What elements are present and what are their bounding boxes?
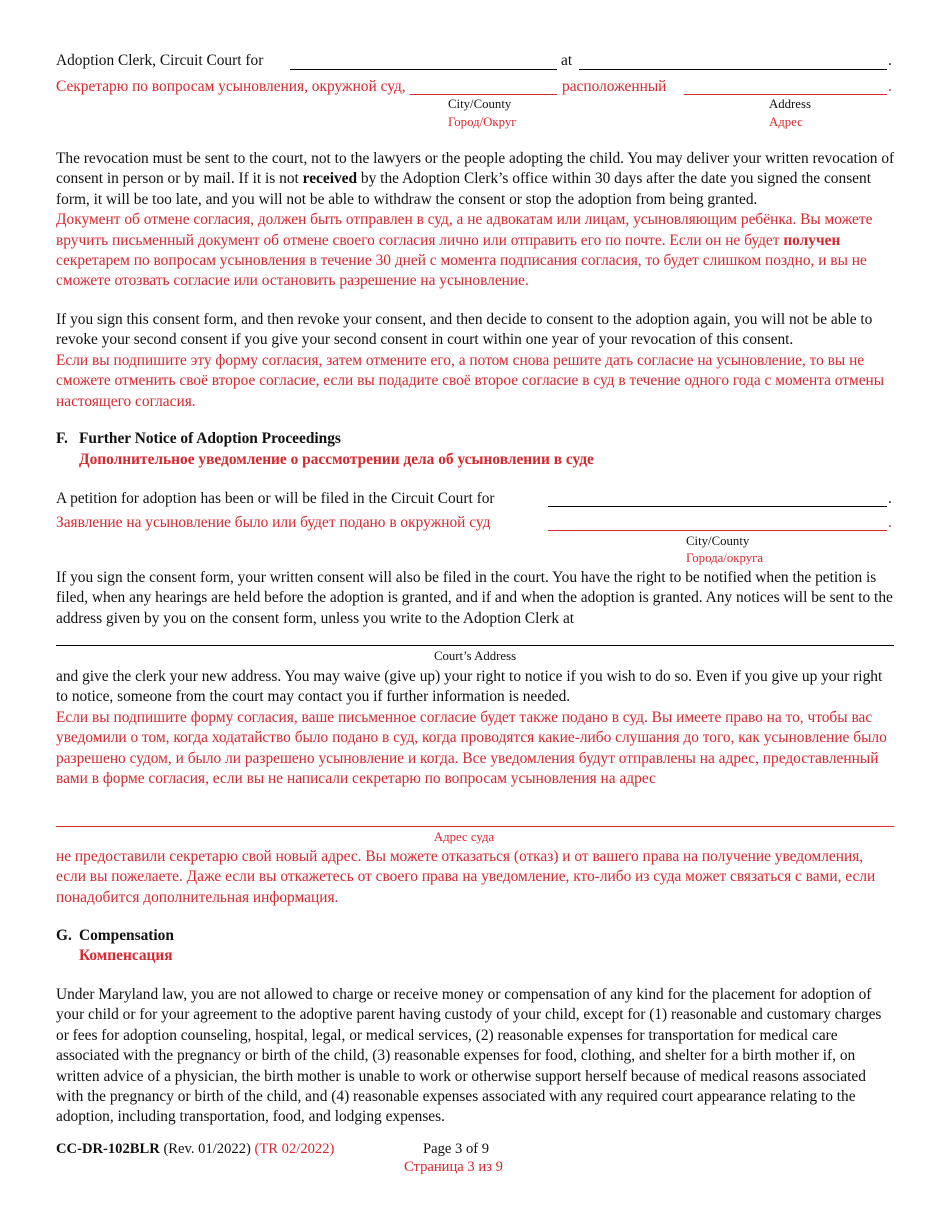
form-id: CC-DR-102BLR bbox=[56, 1141, 160, 1157]
courts-address-caption-ru: Адрес суда bbox=[433, 830, 495, 844]
petition-label-ru: Заявление на усыновление было или будет подано в окружной суд bbox=[56, 514, 491, 531]
compensation-paragraph: Under Maryland law, you are not allowed to charge or receive money or compensation of any kind for the placement for adoption of your child or for your agreement to the adoptive parent having custody of your child, except for (1) reasonable and customary charges or fees for adoption counseling, hospital, legal, or medical services, (2) reasonable expenses for transportation for medical care associated with the pregnancy or birth of the child, (3) reasonable expenses for food, clothing, and shelter for a birth mother if, on written advice of a physician, the birth mother is unable to work or otherwise support herself because of medical reasons associated with the pregnancy or birth of the child, and (4) reasonable expenses associated with any required court appearance relating to the adoption, including transportation, food, and lodging expenses. bbox=[56, 986, 882, 1126]
second-consent-paragraph bbox=[56, 310, 896, 412]
city-county-field-ru[interactable] bbox=[410, 94, 557, 95]
second-consent-en: If you sign this consent form, and then revoke your consent, and then decide to consent to the adoption again, you will not be able to revoke your second consent if you give your second consent in court within one year of your revocation of this consent. bbox=[56, 311, 873, 349]
clerk-label-en: Adoption Clerk, Circuit Court for bbox=[56, 52, 264, 69]
section-f-title-ru: Дополнительное уведомление о рассмотрении дела об усыновлении в суде bbox=[79, 451, 594, 468]
section-g-title: Compensation bbox=[79, 927, 174, 944]
period-ru: . bbox=[888, 514, 892, 531]
form-translation-revision: (TR 02/2022) bbox=[254, 1141, 335, 1157]
period: . bbox=[888, 52, 892, 69]
courts-address-field[interactable] bbox=[56, 645, 894, 646]
revocation-en: The revocation must be sent to the court, not to the lawyers or the people adopting the child. You may deliver your written revocation of consent in person or by mail. If it is not received by the Adoption Clerk’s office within 30 days after the date you signed the consent form, it will be too late, and you will not be able to withdraw the consent or stop the adoption from being granted. bbox=[56, 150, 895, 208]
notice-paragraph-en: If you sign the consent form, your written consent will also be filed in the court. You have the right to be notified when the petition is filed, when any hearings are held before the adoption is granted, and if and when the adoption is granted. Any notices will be sent to the address given by you on the consent form, unless you write to the Adoption Clerk at bbox=[56, 569, 893, 627]
section-g-title-ru: Компенсация bbox=[79, 947, 173, 964]
address-caption-ru: Адрес bbox=[769, 115, 803, 129]
address-caption: Address bbox=[769, 97, 811, 111]
courts-address-caption: Court’s Address bbox=[433, 649, 517, 663]
page-number-ru: Страница 3 из 9 bbox=[404, 1159, 503, 1175]
at-label: at bbox=[561, 52, 573, 69]
petition-city-county-caption-ru: Города/округа bbox=[686, 551, 764, 565]
second-consent-ru: Если вы подпишите эту форму согласия, затем отмените его, а потом снова решите дать согласие на усыновление, то вы не сможете отменить своё второе согласие, если вы подадите своё второе согласие в суд в течение одного года с момента отмены настоящего согласия. bbox=[56, 351, 885, 410]
city-county-field[interactable] bbox=[290, 69, 557, 70]
footer-form-id-line bbox=[56, 1141, 334, 1158]
courts-address-field-ru[interactable] bbox=[56, 826, 894, 827]
revocation-ru: Документ об отмене согласия, должен быть отправлен в суд, а не адвокатам или лицам, усыновляющим ребёнка. Вы можете вручить письменный документ об отмене своего согласия лично или отправить его по почте. Если он не будет получен секретарем по вопросам усыновления в течение 30 дней с момента подписания согласия, то будет слишком поздно, и вы не сможете отозвать согласие или остановить разрешение на усыновление. bbox=[56, 211, 873, 290]
period: . bbox=[888, 490, 892, 507]
revocation-paragraph bbox=[56, 149, 896, 292]
section-f-title: Further Notice of Adoption Proceedings bbox=[79, 430, 341, 447]
address-field-ru[interactable] bbox=[684, 94, 887, 95]
located-label-ru: расположенный bbox=[562, 78, 667, 95]
city-county-caption: City/County bbox=[448, 97, 512, 111]
page-number: Page 3 of 9 bbox=[423, 1141, 490, 1157]
notice-paragraph-ru: Если вы подпишите форму согласия, ваше письменное согласие будет также подано в суд. Вы имеете право на то, чтобы вас уведомили о том, когда ходатайство было подано в суд, когда проводятся какие-либо слушания до того, как усыновление было разрешено судом, и было ли разрешено усыновление и когда. Все уведомления будут отправлены на адрес, предоставленный вами в форме согласия, если вы не написали секретарю по вопросам усыновления на адрес bbox=[56, 709, 887, 788]
petition-city-county-caption: City/County bbox=[686, 534, 750, 548]
city-county-caption-ru: Город/Округ bbox=[448, 115, 517, 129]
waive-paragraph-en: and give the clerk your new address. You may waive (give up) your right to notice if you wish to do so. Even if you give up your right to notice, someone from the court may contact you if further information is needed. bbox=[56, 668, 883, 706]
section-g-letter: G. bbox=[56, 927, 72, 944]
section-f-letter: F. bbox=[56, 430, 68, 447]
clerk-label-ru: Секретарю по вопросам усыновления, окружной суд, bbox=[56, 78, 406, 95]
form-revision: (Rev. 01/2022) bbox=[163, 1141, 251, 1157]
address-field[interactable] bbox=[579, 69, 887, 70]
petition-label-en: A petition for adoption has been or will be filed in the Circuit Court for bbox=[56, 490, 495, 507]
waive-paragraph-ru: не предоставили секретарю свой новый адрес. Вы можете отказаться (отказ) и от вашего права на получение уведомления, если вы пожелаете. Даже если вы откажетесь от своего права на уведомление, кто-либо из суда может связаться с вами, если понадобится дополнительная информация. bbox=[56, 848, 876, 906]
petition-county-field[interactable] bbox=[548, 506, 887, 507]
period-ru: . bbox=[888, 78, 892, 95]
petition-county-field-ru[interactable] bbox=[548, 530, 887, 531]
